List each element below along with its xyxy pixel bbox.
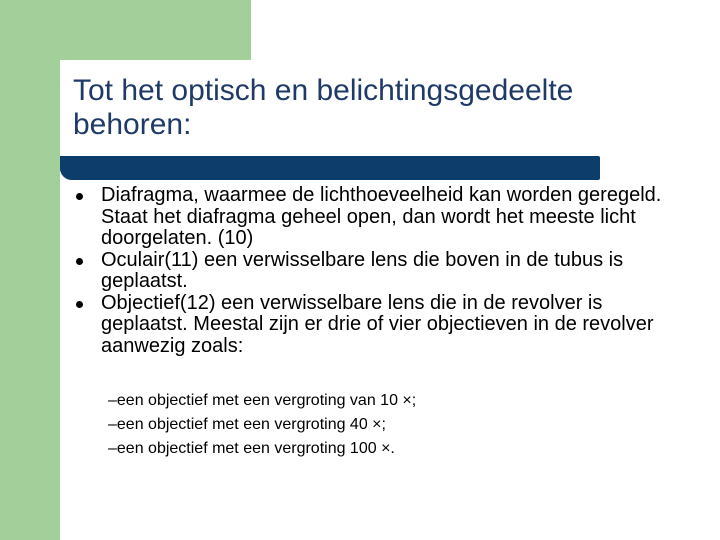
sub-bullet-item-10x: –een objectief met een vergroting van 10 ×; — [108, 392, 417, 409]
sub-bullet-item-40x: –een objectief met een vergroting 40 ×; — [108, 416, 386, 433]
bullet-text: Oculair(11) een verwisselbare lens die boven in de tubus is geplaatst. — [101, 248, 624, 292]
bullet-list — [73, 185, 693, 357]
bullet-text: Diafragma, waarmee de lichthoeveelheid kan worden geregeld. Staat het diafragma geheel open, dan wordt het meeste licht doorgelaten. (10) — [101, 184, 662, 249]
bullet-dot-icon — [76, 193, 83, 200]
decorative-green-left-band — [0, 0, 60, 540]
bullet-item-objectief — [73, 293, 693, 358]
slide-title: Tot het optisch en belichtingsgedeelte behoren: — [73, 74, 574, 141]
decorative-green-top-band — [60, 0, 251, 60]
bullet-item-diafragma — [73, 185, 693, 250]
sub-bullet-item-100x: –een objectief met een vergroting 100 ×. — [108, 440, 395, 457]
bullet-dot-icon — [76, 301, 83, 308]
bullet-dot-icon — [76, 258, 83, 265]
bullet-text: Objectief(12) een verwisselbare lens die in de revolver is geplaatst. Meestal zijn er drie of vier objectieven in de revolver aanwezig zoals: — [101, 291, 654, 357]
title-underline-bar — [60, 156, 600, 180]
bullet-item-oculair — [73, 250, 693, 293]
sub-bullet-list — [108, 389, 688, 461]
